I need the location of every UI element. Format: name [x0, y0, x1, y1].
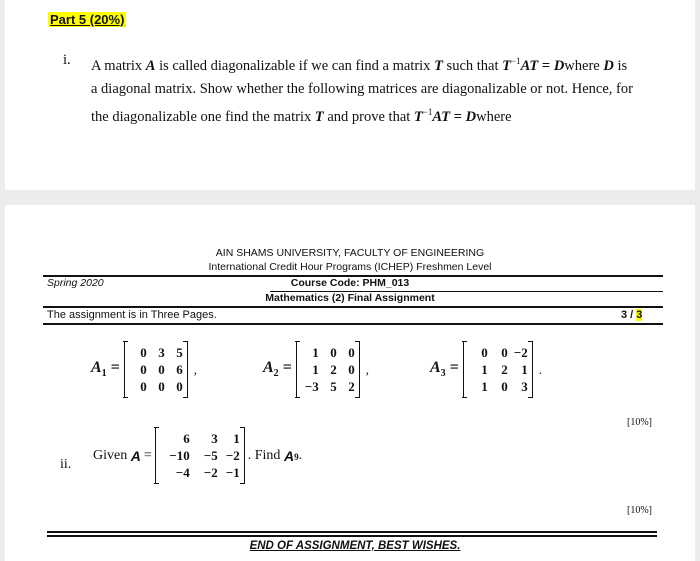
- given-matrix-name: A: [130, 447, 141, 464]
- matrix-a1-body: 0 3 5 0 0 6 0 0 0: [124, 342, 188, 397]
- course-code: Course Code: PHM_013: [290, 277, 410, 289]
- matrix-a1: $A_1$ = 0 3 5 0 0 6 0 0 0 ,: [91, 342, 197, 397]
- matrix-a1-label: $A_1$ =: [91, 359, 120, 380]
- item-number-ii: ii.: [60, 457, 72, 472]
- find-matrix-name: A: [283, 447, 295, 464]
- page-bottom: [5, 205, 695, 561]
- footer-rule-2: [47, 535, 657, 537]
- given-text: Given: [93, 447, 131, 463]
- part-title: Part 5 (20%): [50, 12, 125, 27]
- given-eq: =: [143, 447, 152, 463]
- find-power: 9: [294, 452, 299, 462]
- find-end: .: [298, 447, 303, 463]
- program-name: International Credit Hour Programs (ICHEP) Freshmen Level: [208, 261, 492, 273]
- semester: Spring 2020: [47, 277, 104, 289]
- find-text: . Find: [247, 447, 284, 463]
- question-line-3: the diagonalizable one find the matrix T and prove that $T^{-1}AT$ = Dwhere: [91, 106, 512, 125]
- question-i-text: [91, 50, 676, 129]
- page-number: 3 / 3: [621, 309, 643, 321]
- question-line-2: a diagonal matrix. Show whether the following matrices are diagonalizable or not. Hence, for: [91, 80, 633, 97]
- page-top: [5, 0, 695, 190]
- footer-rule-1: [47, 531, 657, 533]
- matrix-a2-body: 1 0 0 1 2 0 −3 5 2: [296, 342, 360, 397]
- marks-part-i: [10%]: [627, 417, 652, 428]
- matrix-a3-body: 0 0 −2 1 2 1 1 0 3: [463, 342, 533, 397]
- footer-text: END OF ASSIGNMENT, BEST WISHES.: [249, 540, 461, 552]
- given-matrix-body: 6 3 1 −10 −5 −2 −4 −2 −1: [155, 428, 245, 483]
- question-line-1: A matrix A is called diagonalizable if we can find a matrix T such that $T^{-1}AT$ = Dwhere D is: [91, 56, 628, 74]
- marks-part-ii: [10%]: [627, 505, 652, 516]
- matrix-a3: $A_3$ = 0 0 −2 1 2 1 1 0 3 .: [430, 342, 542, 397]
- item-number-i: i.: [63, 52, 71, 68]
- question-ii: [93, 428, 302, 483]
- pages-note: The assignment is in Three Pages.: [47, 309, 217, 321]
- exam-title: Mathematics (2) Final Assignment: [265, 292, 435, 304]
- header-rule-3: [43, 306, 663, 308]
- matrix-a3-label: $A_3$ =: [430, 359, 459, 380]
- matrix-a2-label: $A_2$ =: [263, 359, 292, 380]
- university-name: AIN SHAMS UNIVERSITY, FACULTY OF ENGINEERING: [215, 247, 485, 259]
- header-rule-4: [43, 323, 663, 325]
- matrix-a2: $A_2$ = 1 0 0 1 2 0 −3 5 2 ,: [263, 342, 369, 397]
